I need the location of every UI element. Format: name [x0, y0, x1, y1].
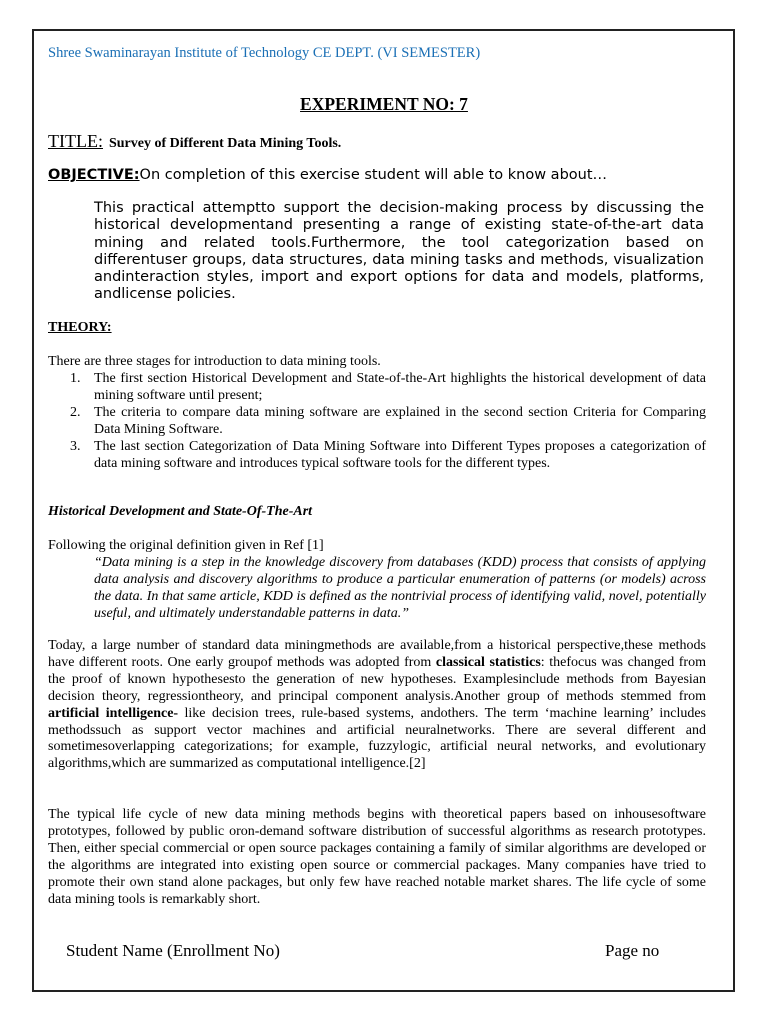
list-text: The last section Categorization of Data Mining Software into Different Types proposes a categorization of data mining software and introduces typical software tools for the different types.: [94, 438, 706, 471]
artificial-intelligence-term: artificial intelligence-: [48, 705, 179, 721]
list-text: The first section Historical Development and State-of-the-Art highlights the historical development of data mining software until present;: [94, 371, 706, 403]
historical-heading: Historical Development and State-Of-The-Art: [48, 504, 313, 519]
list-number: 3.: [70, 438, 81, 454]
list-text: The criteria to compare data mining software are explained in the second section Criteria for Comparing Data Mining Software.: [94, 404, 706, 437]
following-line: Following the original definition given in Ref [1]: [48, 538, 324, 553]
lifecycle-paragraph: The typical life cycle of new data mining methods begins with theoretical papers based on inhousesoftware prototypes, followed by public oron-demand software distribution of successful algorithms as research prototypes. Then, either special commercial or open source packages containing a family of similar algorithms are developed or the algorithms are integrated into existing open source or commercial packages. Many companies have tried to promote their own stand alone packages, but only few have reached notable market shares. The life cycle of some data mining tools is remarkably short.: [48, 807, 706, 907]
list-number: 1.: [70, 371, 81, 386]
today-text-c: like decision trees, rule-based systems, andothers. The term ‘machine learning’ includes methodssuch as support vector machines and artificial neuralnetworks. There are several different and sometimesoverlapping categorizations; for example, fuzzylogic, artificial neural networks, and evolutionary algorithms,which are summarized as computational intelligence.[2]: [48, 705, 707, 772]
objective-line: [48, 167, 607, 183]
footer-student-name: Student Name (Enrollment No): [66, 941, 280, 960]
definition-quote: “Data mining is a step in the knowledge discovery from databases (KDD) process that consists of applying data analysis and discovery algorithms to produce a particular enumeration of patterns (or models) across the data. In that same article, KDD is defined as the nontrivial process of identifying valid, novel, potentially useful, and ultimately understandable patterns in data.”: [94, 555, 706, 621]
theory-intro: There are three stages for introduction to data mining tools.: [48, 354, 381, 369]
today-text-a: Today, a large number of standard data miningmethods are available,from a historical perspective,these methods have different roots. One early groupof methods was adopted from: [48, 638, 706, 670]
stages-list: [48, 371, 706, 472]
list-item: [48, 405, 706, 439]
classical-statistics-term: classical statistics: [435, 654, 541, 670]
today-text-b: : thefocus was changed from the proof of known hypothesesto the generation of new hypotheses. Examplesinclude methods from Bayesian decision theory, regressiontheory, and principal component analysis.Another group of methods stemmed from: [48, 654, 706, 704]
objective-lead: On completion of this exercise student will able to know about…: [139, 167, 608, 183]
title-label: TITLE:: [48, 131, 103, 151]
title-text: Survey of Different Data Mining Tools.: [108, 136, 342, 151]
list-item: [48, 439, 706, 473]
experiment-heading: EXPERIMENT NO: 7: [300, 94, 468, 114]
objective-label: OBJECTIVE:: [48, 167, 140, 183]
objective-paragraph: This practical attemptto support the decision-making process by discussing the historical developmentand presenting a range of existing state-of-the-art data mining and related tools.Furthermore, the tool categorization based on differentuser groups, data structures, data mining tasks and methods, visualization andinteraction styles, import and export options for data and models, platforms, andlicense policies.: [94, 200, 704, 303]
footer-page-number: Page no: [605, 941, 660, 960]
list-item: [48, 371, 706, 405]
theory-heading: THEORY:: [48, 320, 112, 335]
title-line: [48, 131, 341, 152]
list-number: 2.: [70, 404, 81, 420]
institute-header: Shree Swaminarayan Institute of Technology CE DEPT. (VI SEMESTER): [48, 45, 481, 61]
today-paragraph: [48, 638, 706, 773]
